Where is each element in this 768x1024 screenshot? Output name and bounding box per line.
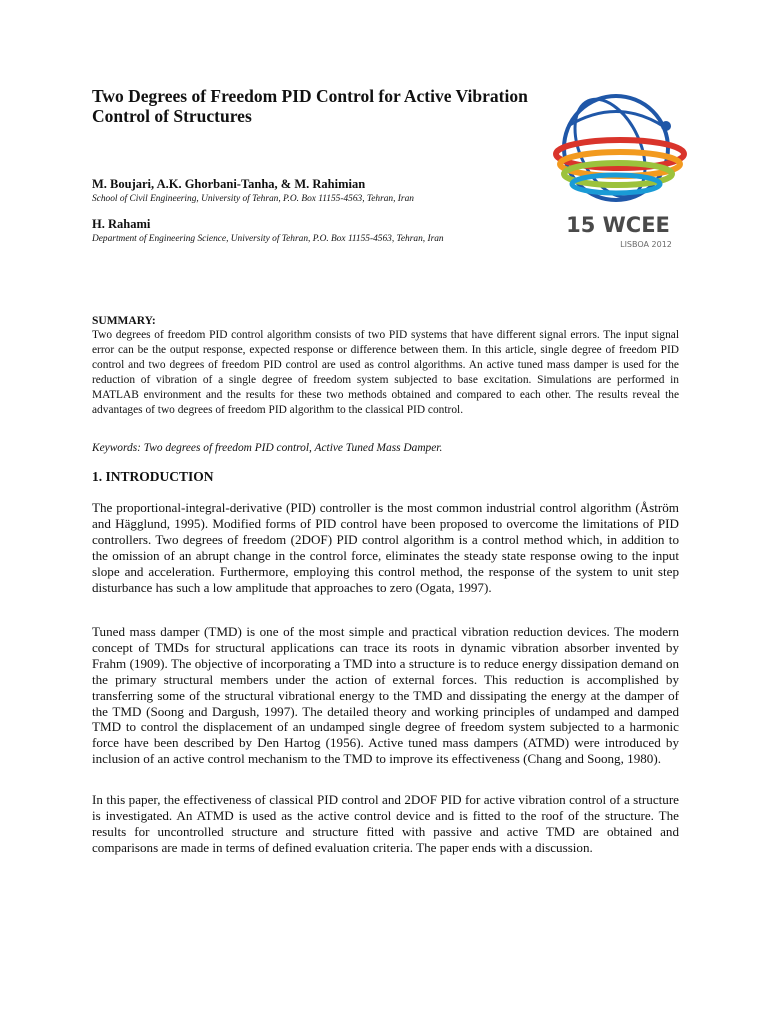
affiliation-2: Department of Engineering Science, University of Tehran, P.O. Box 11155-4563, Tehran, Iran: [92, 234, 444, 244]
intro-paragraph-2: Tuned mass damper (TMD) is one of the most simple and practical vibration reduction devices. The modern concept of TMDs for structural applications can trace its roots in dynamic vibration absorber invented by Frahm (1909). The objective of incorporating a TMD into a structure is to reduce energy dissipation demand on the primary structural members under the action of external forces. This reduction is accomplished by transferring some of the structural vibrational energy to the TMD and dissipating the energy at the damper of the TMD (Soong and Dargush, 1997). The detailed theory and working principles of undamped and damped TMD to control the displacement of an undamped single degree of freedom system subjected to a harmonic force have been described by Den Hartog (1956). Active tuned mass dampers (ATMD) were introduced by inclusion of an active control mechanism to the TMD to improve its effectiveness (Chang and Soong, 1980).: [92, 624, 679, 767]
paper-title: Two Degrees of Freedom PID Control for Active Vibration Control of Structures: [92, 86, 528, 126]
summary-heading: SUMMARY:: [92, 315, 156, 327]
logo-globe-arc: [568, 111, 666, 128]
keywords: Keywords: Two degrees of freedom PID control, Active Tuned Mass Damper.: [92, 442, 443, 454]
intro-paragraph-1: The proportional-integral-derivative (PID) controller is the most common industrial control algorithm (Åström and Hägglund, 1995). Modified forms of PID control have been proposed to overcome the limitations of PID controllers. Two degrees of freedom (2DOF) PID control algorithm is a control method which, in addition to the omission of an abrupt change in the control force, eliminates the steady state response owing to the input slope and acceleration. Furthermore, employing this control method, the response of the system to unit step disturbance has such a low amplitude that approaches to zero (Ogata, 1997).: [92, 500, 679, 595]
logo-sub-text: LISBOA 2012: [620, 240, 672, 249]
conference-logo: [548, 86, 688, 252]
affiliation-1: School of Civil Engineering, University of Tehran, P.O. Box 11155-4563, Tehran, Iran: [92, 194, 414, 204]
author-2: H. Rahami: [92, 217, 151, 231]
logo-dot: [661, 121, 671, 131]
section-heading-introduction: 1. INTRODUCTION: [92, 469, 214, 484]
summary-text: Two degrees of freedom PID control algorithm consists of two PID systems that have different signal errors. The input signal error can be the output response, expected response or difference between them. In this article, single degree of freedom PID control and two degrees of freedom PID control are used as control algorithms. An active tuned mass damper is used for the reduction of vibration of a single degree of freedom system subjected to base excitation. Simulations are performed in MATLAB environment and the results for these two methods obtained and compared to each other. The results reveal the advantages of two degrees of freedom PID algorithm to the classical PID control.: [92, 329, 679, 417]
author-list: M. Boujari, A.K. Ghorbani-Tanha, & M. Rahimian: [92, 177, 366, 191]
intro-paragraph-3: In this paper, the effectiveness of classical PID control and 2DOF PID for active vibration control of a structure is investigated. An ATMD is used as the active control device and is fitted to the roof of the structure. The results for uncontrolled structure and structure fitted with passive and active TMD are obtained and comparisons are made in terms of defined evaluation criteria. The paper ends with a discussion.: [92, 792, 679, 855]
logo-main-text: 15 WCEE: [566, 213, 670, 237]
